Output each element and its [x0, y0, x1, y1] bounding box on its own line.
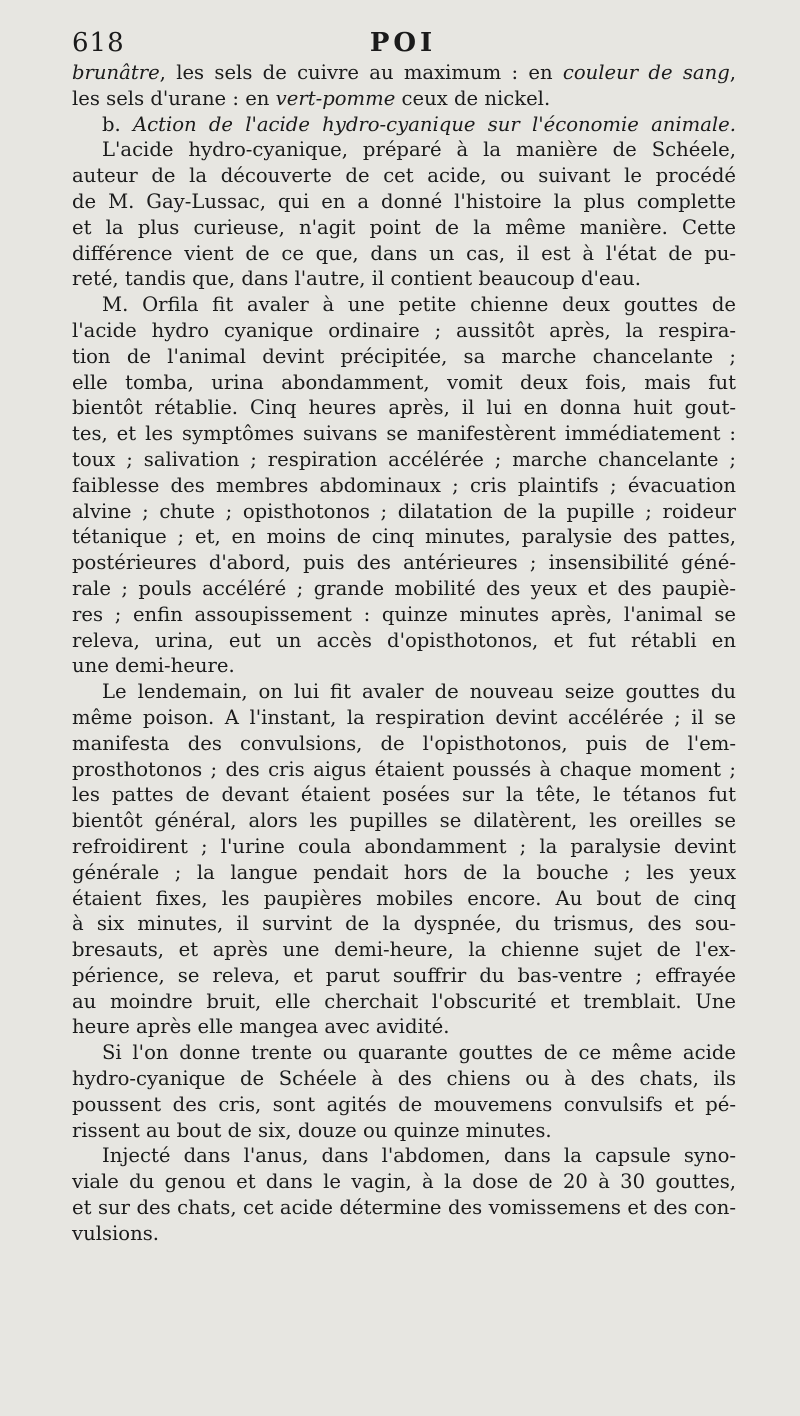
text-segment: rissent au bout de six, douze ou quinze minutes.: [72, 1118, 552, 1142]
text-line: [72, 963, 736, 989]
text-segment: bientôt rétablie. Cinq heures après, il lui en donna huit gout-: [72, 396, 736, 420]
text-segment: tétanique ; et, en moins de cinq minutes, paralysie des pattes,: [72, 525, 736, 549]
text-segment: différence vient de ce que, dans un cas, il est à l'état de pu-: [72, 241, 736, 265]
text-line: [72, 370, 736, 396]
text-segment: b.: [102, 112, 133, 136]
text-segment: refroidirent ; l'urine coula abondamment ; la paralysie devint: [72, 834, 736, 858]
text-line: [72, 86, 736, 112]
text-line: [72, 834, 736, 860]
text-line: [72, 1066, 736, 1092]
text-line: [72, 602, 736, 628]
text-line: [72, 266, 736, 292]
text-line: [72, 705, 736, 731]
text-line: [72, 60, 736, 86]
text-segment: les sels d'urane : en: [72, 86, 276, 110]
text-segment: tion de l'animal devint précipitée, sa marche chancelante ;: [72, 344, 736, 368]
text-line: [72, 1169, 736, 1195]
text-line: [72, 241, 736, 267]
text-line: [72, 499, 736, 525]
text-segment: prosthotonos ; des cris aigus étaient poussés à chaque moment ;: [72, 757, 736, 781]
text-line: [72, 757, 736, 783]
text-line: [72, 189, 736, 215]
text-segment: hydro-cyanique de Schéele à des chiens ou à des chats, ils: [72, 1067, 736, 1091]
text-segment: bresauts, et après une demi-heure, la chienne sujet de l'ex-: [72, 938, 736, 962]
text-segment: bientôt général, alors les pupilles se dilatèrent, les oreilles se: [72, 809, 736, 833]
text-segment: et la plus curieuse, n'agit point de la même manière. Cette: [72, 215, 736, 239]
text-segment: au moindre bruit, elle cherchait l'obscurité et tremblait. Une: [72, 989, 736, 1013]
text-segment: une demi-heure.: [72, 654, 235, 678]
text-line: [72, 653, 736, 679]
text-segment: releva, urina, eut un accès d'opisthotonos, et fut rétabli en: [72, 628, 736, 652]
text-segment: poussent des cris, sont agités de mouvemens convulsifs et pé-: [72, 1092, 736, 1116]
text-segment: Le lendemain, on lui fit avaler de nouveau seize gouttes du: [102, 680, 736, 704]
text-line: [72, 163, 736, 189]
text-segment: reté, tandis que, dans l'autre, il contient beaucoup d'eau.: [72, 267, 642, 291]
text-line: [72, 395, 736, 421]
text-segment: ceux de nickel.: [395, 86, 551, 110]
text-segment: et sur des chats, cet acide détermine des vomissemens et des con-: [72, 1196, 736, 1220]
text-line: [72, 473, 736, 499]
text-segment: viale du genou et dans le vagin, à la dose de 20 à 30 gouttes,: [72, 1170, 736, 1194]
text-line: [72, 886, 736, 912]
text-segment: à six minutes, il survint de la dyspnée, du trismus, des sou-: [72, 912, 736, 936]
text-segment: tes, et les symptômes suivans se manifestèrent immédiatement :: [72, 422, 736, 446]
text-line: [72, 447, 736, 473]
text-segment: même poison. A l'instant, la respiration devint accélérée ; il se: [72, 705, 736, 729]
page-number: 618: [72, 28, 125, 58]
text-line: [72, 524, 736, 550]
text-line: [72, 576, 736, 602]
text-segment: M. Orfila fit avaler à une petite chienne deux gouttes de: [102, 293, 736, 317]
body-text: [72, 60, 736, 1247]
text-segment: de M. Gay-Lussac, qui en a donné l'histoire la plus complette: [72, 189, 736, 213]
text-line: [72, 1040, 736, 1066]
text-line: [72, 1014, 736, 1040]
italic-text: couleur de sang: [562, 61, 730, 84]
text-line: [72, 1143, 736, 1169]
text-line: [72, 318, 736, 344]
running-head: [72, 28, 734, 62]
text-segment: vulsions.: [72, 1221, 159, 1245]
text-segment: toux ; salivation ; respiration accélérée ; marche chancelante ;: [72, 447, 736, 471]
text-segment: elle tomba, urina abondamment, vomit deux fois, mais fut: [72, 370, 736, 394]
italic-text: Action de l'acide hydro-cyanique sur l'économie animale.: [132, 112, 736, 136]
text-line: [72, 292, 736, 318]
italic-text: vert-pomme: [275, 86, 396, 110]
text-line: [72, 421, 736, 447]
text-line: [72, 628, 736, 654]
text-segment: , les sels de cuivre au maximum : en: [159, 61, 563, 84]
text-segment: générale ; la langue pendait hors de la bouche ; les yeux: [72, 860, 736, 884]
text-line: [72, 911, 736, 937]
italic-text: brunâtre: [72, 61, 160, 84]
text-line: [72, 1092, 736, 1118]
text-segment: Injecté dans l'anus, dans l'abdomen, dans la capsule syno-: [102, 1144, 736, 1168]
text-segment: heure après elle mangea avec avidité.: [72, 1015, 450, 1039]
text-line: [72, 1118, 736, 1144]
text-segment: Si l'on donne trente ou quarante gouttes de ce même acide: [102, 1041, 736, 1065]
text-line: [72, 782, 736, 808]
text-line: [72, 112, 736, 138]
text-segment: postérieures d'abord, puis des antérieures ; insensibilité géné-: [72, 551, 736, 575]
text-segment: L'acide hydro-cyanique, préparé à la manière de Schéele,: [102, 138, 736, 162]
text-line: [72, 989, 736, 1015]
text-line: [72, 1195, 736, 1221]
text-segment: alvine ; chute ; opisthotonos ; dilatation de la pupille ; roideur: [72, 499, 736, 523]
text-segment: manifesta des convulsions, de l'opisthotonos, puis de l'em-: [72, 731, 736, 755]
text-line: [72, 137, 736, 163]
text-line: [72, 215, 736, 241]
text-segment: l'acide hydro cyanique ordinaire ; aussitôt après, la respira-: [72, 318, 736, 342]
text-segment: faiblesse des membres abdominaux ; cris plaintifs ; évacuation: [72, 473, 736, 497]
text-line: [72, 808, 736, 834]
header-title: POI: [369, 28, 437, 58]
text-line: [72, 344, 736, 370]
text-segment: rale ; pouls accéléré ; grande mobilité des yeux et des paupiè-: [72, 576, 736, 600]
text-line: [72, 679, 736, 705]
text-line: [72, 860, 736, 886]
text-segment: ,: [729, 61, 736, 84]
text-line: [72, 731, 736, 757]
text-segment: res ; enfin assoupissement : quinze minutes après, l'animal se: [72, 602, 736, 626]
text-line: [72, 550, 736, 576]
text-segment: étaient fixes, les paupières mobiles encore. Au bout de cinq: [72, 886, 736, 910]
text-segment: auteur de la découverte de cet acide, ou suivant le procédé: [72, 164, 736, 188]
text-line: [72, 937, 736, 963]
text-segment: les pattes de devant étaient posées sur la tête, le tétanos fut: [72, 783, 736, 807]
text-segment: périence, se releva, et parut souffrir du bas-ventre ; effrayée: [72, 963, 736, 987]
text-line: [72, 1221, 736, 1247]
